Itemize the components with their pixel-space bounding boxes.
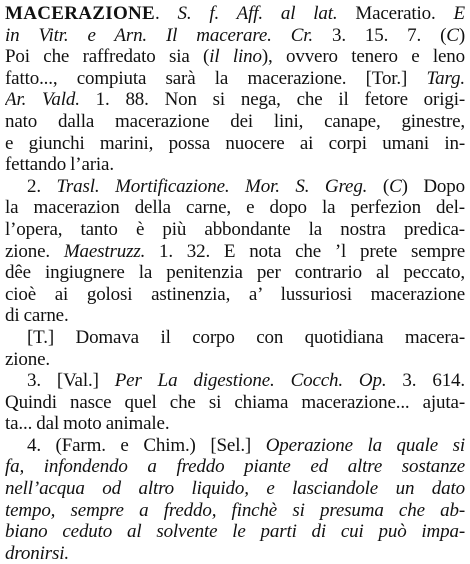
text-run: fatto..., compiuta sarà la macerazione. [Tor.]: [5, 67, 427, 89]
italic-text: Trasl. Mortificazione. Mor. S. Greg.: [56, 175, 368, 197]
italic-text: C: [389, 175, 402, 197]
text-run: fettando l’aria.: [5, 154, 114, 176]
text-run: ): [458, 24, 465, 46]
dictionary-entry-macerazione: [5, 3, 465, 564]
italic-text: nell’acqua od altro liquido, e lasciandole un dato: [5, 478, 465, 500]
italic-text: Operazione la quale si: [265, 434, 465, 456]
text-line: [5, 262, 465, 284]
italic-text: il lino: [209, 46, 262, 68]
text-run: l’opera, tanto è più abbondante la nostra predica-: [5, 218, 465, 240]
italic-text: C: [446, 24, 459, 46]
text-line: [5, 25, 465, 47]
text-run: 3. 614.: [386, 370, 465, 392]
text-line: [5, 154, 465, 176]
text-run: 2.: [27, 175, 57, 197]
text-line: [5, 111, 465, 133]
text-run: zione.: [5, 348, 50, 370]
italic-text: biano ceduto al solvente le parti di cui può impa-: [5, 521, 465, 543]
italic-text: dronirsi.: [5, 542, 69, 564]
text-line: [5, 176, 465, 198]
italic-text: tempo, sempre a freddo, finchè si presuma che ab-: [5, 499, 465, 521]
text-run: 1. 32. E nota che ’l prete sempre: [145, 240, 465, 262]
text-line: [5, 500, 465, 522]
text-run: ), ovvero tenero e leno: [261, 46, 465, 68]
text-line: [5, 543, 465, 564]
text-line: [5, 89, 465, 111]
text-run: cioè ai golosi astinenzia, a’ lussuriosi macerazione: [5, 283, 465, 305]
text-line: [5, 68, 465, 90]
text-run: ) Dopo: [401, 175, 465, 197]
text-run: Quindi nasce quel che si chiama macerazione... ajuta-: [5, 391, 465, 413]
text-run: e giunchi marini, possa nuocere ai corpi umani in-: [5, 132, 465, 154]
text-run: 4. (Farm. e Chim.) [Sel.]: [27, 434, 266, 456]
text-line: [5, 241, 465, 263]
text-run: zione.: [5, 240, 64, 262]
text-run: 3. 15. 7. (: [313, 24, 447, 46]
text-line: [5, 413, 465, 435]
text-line: [5, 197, 465, 219]
italic-text: E: [453, 3, 465, 24]
italic-text: Maestruzz.: [63, 240, 146, 262]
text-run: ta... dal moto animale.: [5, 413, 170, 435]
text-run: .: [155, 3, 178, 24]
text-line: [5, 521, 465, 543]
text-line: [5, 46, 465, 68]
text-run: nato dalla macerazione dei lini, canape, ginestre,: [5, 110, 465, 132]
text-line: [5, 284, 465, 306]
italic-text: Ar. Vald.: [5, 89, 80, 111]
text-line: [5, 327, 465, 349]
italic-text: in Vitr. e Arn. Il macerare. Cr.: [5, 24, 314, 46]
italic-text: fa, infondendo a freddo piante ed altre sostanze: [5, 456, 465, 478]
text-line: [5, 456, 465, 478]
text-line: [5, 219, 465, 241]
text-run: di carne.: [5, 305, 69, 327]
entry-headword: MACERAZIONE: [5, 3, 156, 24]
text-run: la macerazion della carne, e dopo la perfezion del-: [5, 197, 465, 219]
text-run: Poi che raffredato sia (: [5, 46, 210, 68]
text-run: (: [367, 175, 390, 197]
text-run: 3. [Val.]: [27, 370, 115, 392]
text-line: [5, 370, 465, 392]
text-line: [5, 392, 465, 414]
text-line: [5, 3, 465, 25]
text-line: [5, 349, 465, 371]
text-run: dêe ingiugnere la penitenzia per contrario al peccato,: [5, 262, 465, 284]
text-run: Maceratio.: [337, 3, 454, 24]
text-run: [T.] Domava il corpo con quotidiana macera-: [27, 326, 465, 348]
text-run: 1. 88. Non si nega, che il fetore origi-: [79, 89, 465, 111]
italic-text: Per La digestione. Cocch. Op.: [114, 370, 387, 392]
italic-text: S. f. Aff. al lat.: [177, 3, 338, 24]
italic-text: Targ.: [426, 67, 465, 89]
text-line: [5, 305, 465, 327]
text-line: [5, 435, 465, 457]
text-line: [5, 478, 465, 500]
text-line: [5, 133, 465, 155]
